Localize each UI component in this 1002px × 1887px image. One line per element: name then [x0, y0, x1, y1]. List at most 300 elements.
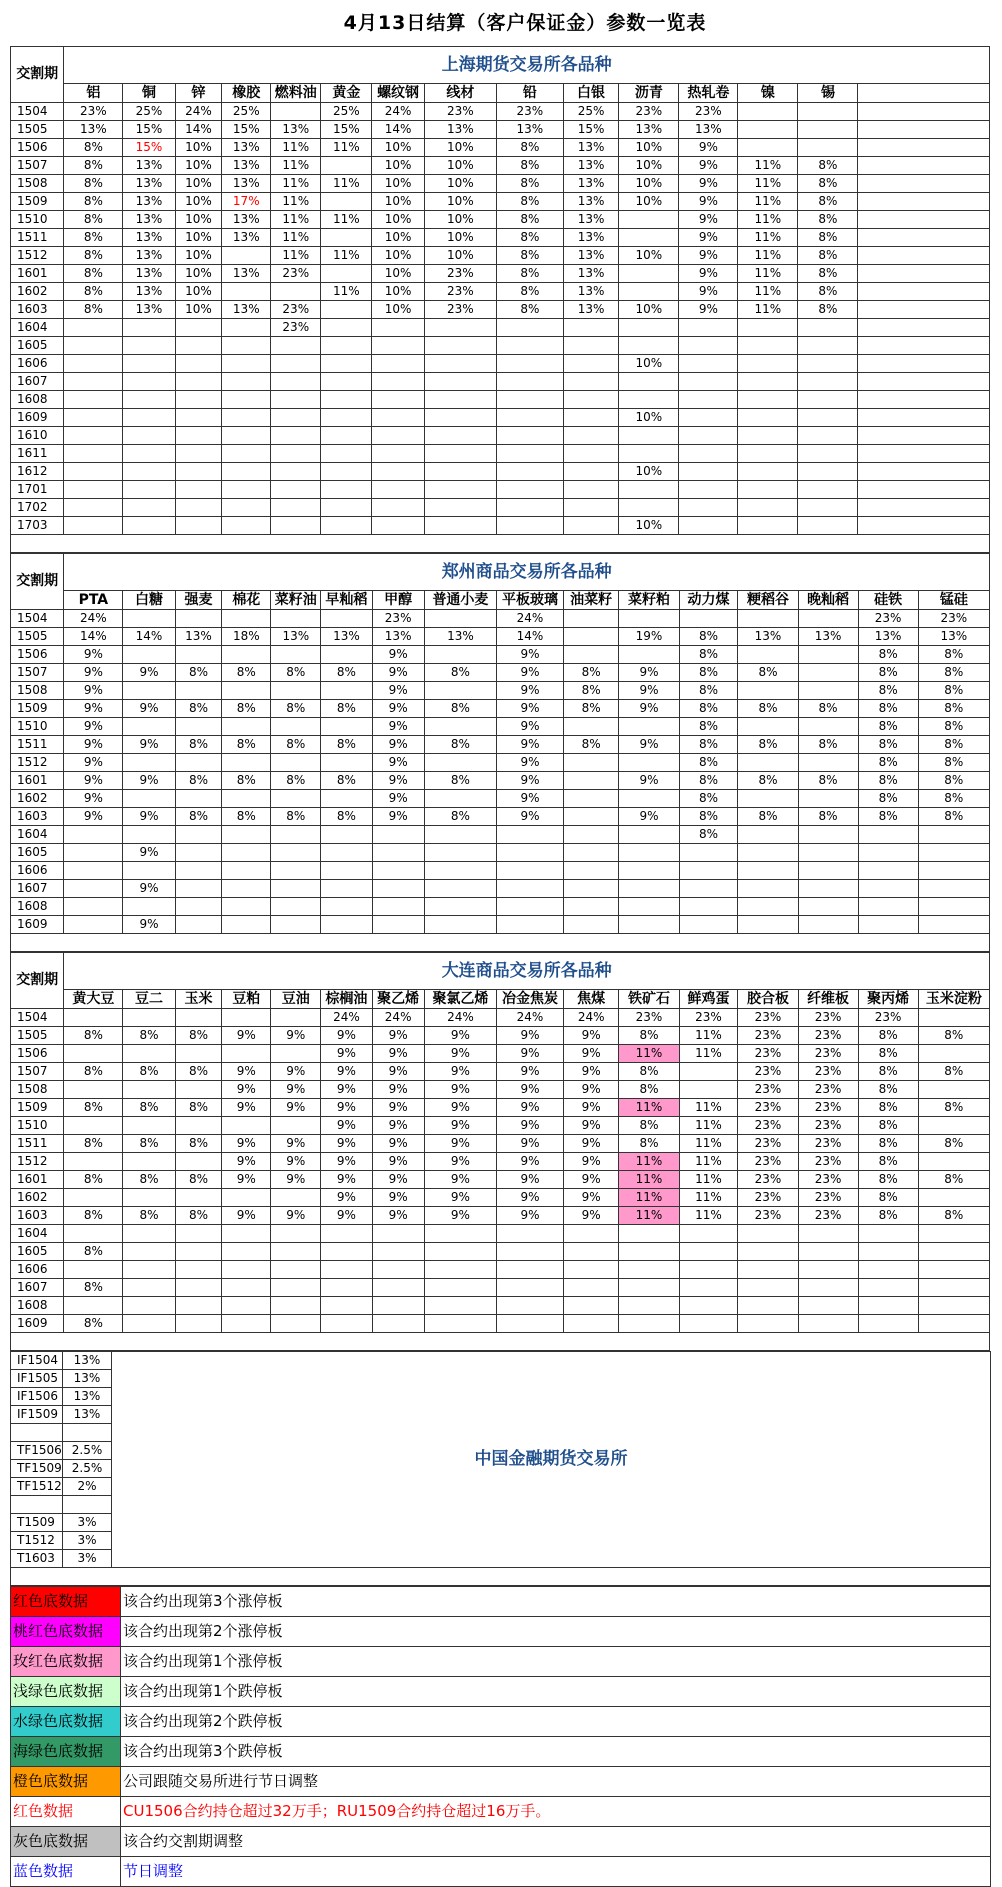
- czce-value-cell: 8%: [679, 664, 738, 682]
- shfe-row: [11, 283, 990, 301]
- shfe-value-cell: [798, 373, 858, 391]
- czce-value-cell: 9%: [619, 664, 679, 682]
- shfe-pad-cell: [858, 445, 990, 463]
- czce-value-cell: [738, 790, 798, 808]
- dce-value-cell: 9%: [222, 1081, 271, 1099]
- shfe-value-cell: [372, 337, 424, 355]
- shfe-value-cell: [738, 103, 798, 121]
- shfe-pad-cell: [858, 301, 990, 319]
- shfe-value-cell: [222, 283, 271, 301]
- czce-value-cell: 8%: [858, 700, 918, 718]
- czce-value-cell: 8%: [424, 736, 496, 754]
- shfe-value-cell: 23%: [424, 283, 496, 301]
- shfe-value-cell: 14%: [372, 121, 424, 139]
- czce-value-cell: 8%: [918, 682, 989, 700]
- czce-value-cell: [497, 916, 564, 934]
- dce-value-cell: [123, 1261, 175, 1279]
- dce-product-row: [11, 990, 990, 1009]
- dce-value-cell: 8%: [858, 1099, 918, 1117]
- shfe-value-cell: [738, 319, 798, 337]
- dce-value-cell: 9%: [563, 1027, 619, 1045]
- dce-month-cell: 1511: [11, 1135, 64, 1153]
- czce-value-cell: [679, 916, 738, 934]
- legend-row: [11, 1617, 991, 1647]
- czce-exchange-name: 郑州商品交易所各品种: [64, 554, 990, 591]
- czce-value-cell: 9%: [497, 808, 564, 826]
- dce-value-cell: [64, 1261, 123, 1279]
- czce-value-cell: 9%: [497, 790, 564, 808]
- dce-value-cell: 8%: [64, 1099, 123, 1117]
- czce-month-cell: 1509: [11, 700, 64, 718]
- dce-value-cell: [64, 1153, 123, 1171]
- shfe-spacer: [11, 535, 990, 553]
- shfe-value-cell: 8%: [798, 157, 858, 175]
- dce-value-cell: 9%: [563, 1207, 619, 1225]
- dce-value-cell: 11%: [619, 1171, 679, 1189]
- czce-value-cell: [222, 844, 271, 862]
- shfe-month-header: 交割期: [11, 47, 64, 103]
- shfe-value-cell: 10%: [175, 265, 222, 283]
- cffex-value-cell: 3%: [63, 1532, 112, 1550]
- shfe-value-cell: [271, 517, 321, 535]
- shfe-value-cell: [497, 319, 564, 337]
- czce-value-cell: [497, 826, 564, 844]
- czce-row: [11, 790, 990, 808]
- dce-value-cell: [918, 1009, 989, 1027]
- czce-value-cell: [619, 646, 679, 664]
- shfe-value-cell: 13%: [497, 121, 564, 139]
- dce-value-cell: [271, 1045, 321, 1063]
- czce-value-cell: [738, 898, 798, 916]
- dce-value-cell: [679, 1243, 738, 1261]
- shfe-value-cell: 15%: [123, 121, 175, 139]
- czce-value-cell: [271, 862, 321, 880]
- dce-value-cell: 9%: [424, 1027, 496, 1045]
- shfe-value-cell: 15%: [222, 121, 271, 139]
- dce-month-cell: 1603: [11, 1207, 64, 1225]
- shfe-pad-cell: [858, 229, 990, 247]
- shfe-value-cell: [563, 409, 619, 427]
- shfe-value-cell: [271, 337, 321, 355]
- shfe-value-cell: 11%: [738, 211, 798, 229]
- dce-month-cell: 1512: [11, 1153, 64, 1171]
- dce-value-cell: [738, 1225, 798, 1243]
- czce-value-cell: [563, 610, 619, 628]
- dce-value-cell: 9%: [372, 1171, 424, 1189]
- czce-value-cell: 8%: [563, 664, 619, 682]
- dce-value-cell: [679, 1261, 738, 1279]
- cffex-contract-cell: T1509: [11, 1514, 63, 1532]
- dce-value-cell: [175, 1009, 222, 1027]
- shfe-value-cell: 9%: [679, 193, 738, 211]
- czce-value-cell: [619, 826, 679, 844]
- czce-value-cell: 8%: [798, 808, 858, 826]
- shfe-value-cell: 11%: [321, 247, 372, 265]
- czce-value-cell: [619, 610, 679, 628]
- shfe-month-cell: 1510: [11, 211, 64, 229]
- shfe-value-cell: [123, 427, 175, 445]
- dce-value-cell: 9%: [563, 1099, 619, 1117]
- dce-row: [11, 1279, 990, 1297]
- czce-value-cell: 8%: [858, 646, 918, 664]
- dce-value-cell: 9%: [372, 1135, 424, 1153]
- czce-value-cell: 24%: [64, 610, 123, 628]
- shfe-value-cell: 8%: [497, 139, 564, 157]
- shfe-value-cell: 8%: [497, 157, 564, 175]
- dce-value-cell: 8%: [123, 1027, 175, 1045]
- dce-value-cell: [64, 1189, 123, 1207]
- shfe-value-cell: 11%: [738, 193, 798, 211]
- czce-row: [11, 862, 990, 880]
- dce-value-cell: 9%: [497, 1135, 564, 1153]
- dce-product-header: 豆油: [271, 990, 321, 1009]
- czce-value-cell: 8%: [918, 700, 989, 718]
- dce-value-cell: 23%: [738, 1045, 798, 1063]
- czce-value-cell: [798, 844, 858, 862]
- dce-value-cell: [679, 1315, 738, 1333]
- czce-value-cell: 8%: [175, 664, 222, 682]
- shfe-value-cell: [123, 445, 175, 463]
- dce-value-cell: 9%: [563, 1117, 619, 1135]
- dce-value-cell: [918, 1297, 989, 1315]
- czce-value-cell: [497, 880, 564, 898]
- shfe-value-cell: 13%: [222, 265, 271, 283]
- page-title: 4月13日结算（客户保证金）参数一览表: [343, 12, 707, 34]
- shfe-value-cell: 13%: [563, 247, 619, 265]
- czce-month-cell: 1603: [11, 808, 64, 826]
- dce-value-cell: [798, 1225, 858, 1243]
- dce-value-cell: 9%: [271, 1135, 321, 1153]
- dce-value-cell: [222, 1045, 271, 1063]
- dce-value-cell: 8%: [918, 1135, 989, 1153]
- shfe-value-cell: [271, 409, 321, 427]
- dce-value-cell: 11%: [679, 1207, 738, 1225]
- dce-value-cell: 24%: [563, 1009, 619, 1027]
- dce-row: [11, 1045, 990, 1063]
- shfe-row: [11, 121, 990, 139]
- shfe-value-cell: 13%: [619, 121, 679, 139]
- czce-section: [10, 553, 990, 952]
- dce-value-cell: 9%: [497, 1189, 564, 1207]
- dce-row: [11, 1063, 990, 1081]
- czce-exchange-row: [11, 554, 990, 591]
- shfe-value-cell: 23%: [497, 103, 564, 121]
- shfe-value-cell: [424, 427, 496, 445]
- czce-month-cell: 1602: [11, 790, 64, 808]
- shfe-value-cell: [123, 517, 175, 535]
- shfe-value-cell: [424, 481, 496, 499]
- dce-value-cell: 9%: [372, 1081, 424, 1099]
- czce-value-cell: 8%: [563, 682, 619, 700]
- czce-value-cell: 8%: [918, 754, 989, 772]
- czce-value-cell: 9%: [619, 736, 679, 754]
- shfe-row: [11, 481, 990, 499]
- dce-value-cell: 23%: [619, 1009, 679, 1027]
- shfe-value-cell: [563, 517, 619, 535]
- czce-value-cell: [424, 646, 496, 664]
- shfe-value-cell: [222, 445, 271, 463]
- czce-value-cell: [321, 754, 372, 772]
- dce-value-cell: [858, 1315, 918, 1333]
- dce-value-cell: 9%: [222, 1063, 271, 1081]
- dce-value-cell: 9%: [321, 1081, 372, 1099]
- shfe-value-cell: [619, 283, 679, 301]
- shfe-value-cell: 13%: [563, 265, 619, 283]
- dce-value-cell: 23%: [738, 1009, 798, 1027]
- shfe-exchange-name: 上海期货交易所各品种: [64, 47, 990, 84]
- dce-value-cell: [858, 1243, 918, 1261]
- dce-value-cell: [222, 1189, 271, 1207]
- cffex-contract-cell: TF1509: [11, 1460, 63, 1478]
- legend-row: [11, 1797, 991, 1827]
- czce-value-cell: 9%: [497, 664, 564, 682]
- czce-month-header: 交割期: [11, 554, 64, 610]
- cffex-value-cell: 3%: [63, 1550, 112, 1568]
- dce-value-cell: [175, 1297, 222, 1315]
- shfe-value-cell: [222, 319, 271, 337]
- dce-value-cell: 23%: [798, 1063, 858, 1081]
- shfe-value-cell: [123, 337, 175, 355]
- dce-value-cell: 9%: [497, 1063, 564, 1081]
- czce-month-cell: 1604: [11, 826, 64, 844]
- shfe-value-cell: 11%: [738, 247, 798, 265]
- dce-value-cell: [858, 1297, 918, 1315]
- shfe-month-cell: 1605: [11, 337, 64, 355]
- legend-swatch: 玫红色底数据: [11, 1647, 121, 1677]
- czce-value-cell: [424, 880, 496, 898]
- shfe-value-cell: 23%: [424, 265, 496, 283]
- czce-value-cell: 8%: [222, 664, 271, 682]
- dce-value-cell: 23%: [798, 1081, 858, 1099]
- shfe-value-cell: [738, 139, 798, 157]
- czce-value-cell: 9%: [372, 754, 424, 772]
- shfe-value-cell: [424, 355, 496, 373]
- shfe-value-cell: [563, 337, 619, 355]
- shfe-value-cell: [175, 319, 222, 337]
- shfe-value-cell: [619, 427, 679, 445]
- dce-product-header: 玉米淀粉: [918, 990, 989, 1009]
- czce-value-cell: 9%: [64, 682, 123, 700]
- shfe-value-cell: 10%: [372, 283, 424, 301]
- czce-value-cell: [679, 862, 738, 880]
- dce-value-cell: 23%: [798, 1171, 858, 1189]
- shfe-pad-cell: [858, 319, 990, 337]
- dce-value-cell: 9%: [424, 1063, 496, 1081]
- shfe-product-header: 锡: [798, 84, 858, 103]
- shfe-value-cell: 17%: [222, 193, 271, 211]
- cffex-value-cell: [63, 1424, 112, 1442]
- legend-swatch: 水绿色底数据: [11, 1707, 121, 1737]
- shfe-pad-cell: [858, 247, 990, 265]
- czce-row: [11, 880, 990, 898]
- shfe-value-cell: 10%: [372, 175, 424, 193]
- dce-value-cell: [918, 1117, 989, 1135]
- shfe-value-cell: [497, 463, 564, 481]
- czce-value-cell: 8%: [679, 700, 738, 718]
- czce-value-cell: 24%: [497, 610, 564, 628]
- dce-value-cell: 9%: [563, 1135, 619, 1153]
- shfe-value-cell: [619, 211, 679, 229]
- dce-month-cell: 1504: [11, 1009, 64, 1027]
- dce-value-cell: 9%: [424, 1045, 496, 1063]
- czce-value-cell: 9%: [123, 880, 175, 898]
- czce-row: [11, 718, 990, 736]
- dce-value-cell: 23%: [798, 1135, 858, 1153]
- shfe-product-header: 线材: [424, 84, 496, 103]
- shfe-value-cell: [175, 391, 222, 409]
- shfe-value-cell: 23%: [271, 319, 321, 337]
- czce-value-cell: [424, 826, 496, 844]
- dce-value-cell: [424, 1261, 496, 1279]
- czce-row: [11, 844, 990, 862]
- shfe-month-cell: 1607: [11, 373, 64, 391]
- dce-value-cell: [738, 1243, 798, 1261]
- czce-value-cell: 8%: [563, 700, 619, 718]
- shfe-value-cell: 13%: [222, 139, 271, 157]
- shfe-value-cell: [619, 373, 679, 391]
- czce-value-cell: 8%: [222, 772, 271, 790]
- dce-value-cell: [271, 1279, 321, 1297]
- dce-value-cell: [222, 1225, 271, 1243]
- dce-value-cell: [798, 1315, 858, 1333]
- czce-value-cell: [798, 754, 858, 772]
- czce-value-cell: 8%: [222, 808, 271, 826]
- shfe-pad-cell: [858, 427, 990, 445]
- dce-value-cell: 8%: [175, 1099, 222, 1117]
- cffex-value-cell: 2.5%: [63, 1442, 112, 1460]
- dce-value-cell: 9%: [271, 1207, 321, 1225]
- shfe-pad-cell: [858, 265, 990, 283]
- legend-description: 该合约出现第2个跌停板: [121, 1707, 991, 1737]
- shfe-value-cell: [563, 391, 619, 409]
- czce-value-cell: [175, 898, 222, 916]
- dce-value-cell: 8%: [858, 1153, 918, 1171]
- shfe-value-cell: [679, 373, 738, 391]
- czce-value-cell: 8%: [679, 646, 738, 664]
- dce-value-cell: [918, 1225, 989, 1243]
- legend-description: 该合约出现第1个涨停板: [121, 1647, 991, 1677]
- shfe-row: [11, 301, 990, 319]
- dce-value-cell: 9%: [424, 1189, 496, 1207]
- dce-value-cell: [497, 1279, 564, 1297]
- czce-value-cell: [372, 916, 424, 934]
- dce-value-cell: 9%: [497, 1171, 564, 1189]
- shfe-value-cell: [64, 391, 123, 409]
- shfe-value-cell: [798, 121, 858, 139]
- shfe-value-cell: 25%: [123, 103, 175, 121]
- cffex-contract-cell: IF1509: [11, 1406, 63, 1424]
- dce-value-cell: [123, 1189, 175, 1207]
- czce-product-header: 强麦: [175, 591, 222, 610]
- shfe-value-cell: [271, 355, 321, 373]
- dce-value-cell: 9%: [424, 1171, 496, 1189]
- dce-value-cell: 9%: [321, 1189, 372, 1207]
- shfe-value-cell: 23%: [271, 301, 321, 319]
- czce-value-cell: 8%: [271, 808, 321, 826]
- czce-value-cell: [271, 610, 321, 628]
- shfe-value-cell: [563, 463, 619, 481]
- shfe-value-cell: [175, 499, 222, 517]
- shfe-value-cell: 8%: [64, 283, 123, 301]
- dce-value-cell: 11%: [679, 1135, 738, 1153]
- czce-row: [11, 772, 990, 790]
- shfe-value-cell: 23%: [271, 265, 321, 283]
- dce-value-cell: [271, 1225, 321, 1243]
- czce-value-cell: 8%: [424, 808, 496, 826]
- czce-value-cell: [64, 880, 123, 898]
- czce-value-cell: [321, 646, 372, 664]
- shfe-value-cell: [175, 355, 222, 373]
- dce-value-cell: 8%: [858, 1189, 918, 1207]
- dce-row: [11, 1189, 990, 1207]
- shfe-month-cell: 1606: [11, 355, 64, 373]
- czce-value-cell: 8%: [858, 808, 918, 826]
- czce-value-cell: [619, 754, 679, 772]
- dce-month-cell: 1506: [11, 1045, 64, 1063]
- dce-product-header: 纤维板: [798, 990, 858, 1009]
- shfe-month-cell: 1609: [11, 409, 64, 427]
- shfe-product-header: 热轧卷: [679, 84, 738, 103]
- dce-value-cell: 8%: [175, 1027, 222, 1045]
- dce-value-cell: 9%: [424, 1099, 496, 1117]
- dce-value-cell: 23%: [738, 1081, 798, 1099]
- shfe-value-cell: [738, 121, 798, 139]
- czce-value-cell: [321, 898, 372, 916]
- shfe-value-cell: 13%: [123, 247, 175, 265]
- shfe-product-header: 燃料油: [271, 84, 321, 103]
- shfe-section: [10, 46, 990, 553]
- czce-value-cell: 8%: [271, 700, 321, 718]
- dce-value-cell: [321, 1243, 372, 1261]
- czce-value-cell: 9%: [497, 736, 564, 754]
- shfe-value-cell: 10%: [372, 247, 424, 265]
- czce-value-cell: 9%: [123, 808, 175, 826]
- czce-spacer-row: [11, 934, 990, 952]
- shfe-value-cell: 8%: [64, 175, 123, 193]
- shfe-value-cell: [222, 463, 271, 481]
- shfe-value-cell: [619, 499, 679, 517]
- czce-product-header: 菜籽粕: [619, 591, 679, 610]
- shfe-value-cell: 15%: [321, 121, 372, 139]
- shfe-value-cell: 8%: [497, 301, 564, 319]
- shfe-value-cell: 10%: [372, 139, 424, 157]
- shfe-value-cell: 9%: [679, 175, 738, 193]
- shfe-month-cell: 1608: [11, 391, 64, 409]
- dce-section: [10, 952, 990, 1351]
- dce-month-cell: 1604: [11, 1225, 64, 1243]
- czce-month-cell: 1506: [11, 646, 64, 664]
- shfe-value-cell: 9%: [679, 247, 738, 265]
- czce-value-cell: [372, 880, 424, 898]
- czce-value-cell: [563, 718, 619, 736]
- shfe-value-cell: 8%: [798, 265, 858, 283]
- shfe-value-cell: [497, 409, 564, 427]
- shfe-row: [11, 445, 990, 463]
- czce-value-cell: [918, 862, 989, 880]
- czce-product-header: 晚籼稻: [798, 591, 858, 610]
- czce-value-cell: 13%: [798, 628, 858, 646]
- czce-value-cell: [64, 862, 123, 880]
- shfe-table: [10, 46, 990, 553]
- shfe-product-header: 铝: [64, 84, 123, 103]
- czce-value-cell: [123, 754, 175, 772]
- dce-value-cell: [321, 1297, 372, 1315]
- cffex-value-cell: [63, 1496, 112, 1514]
- dce-value-cell: [619, 1315, 679, 1333]
- czce-value-cell: [738, 682, 798, 700]
- dce-value-cell: [271, 1189, 321, 1207]
- dce-value-cell: 11%: [679, 1045, 738, 1063]
